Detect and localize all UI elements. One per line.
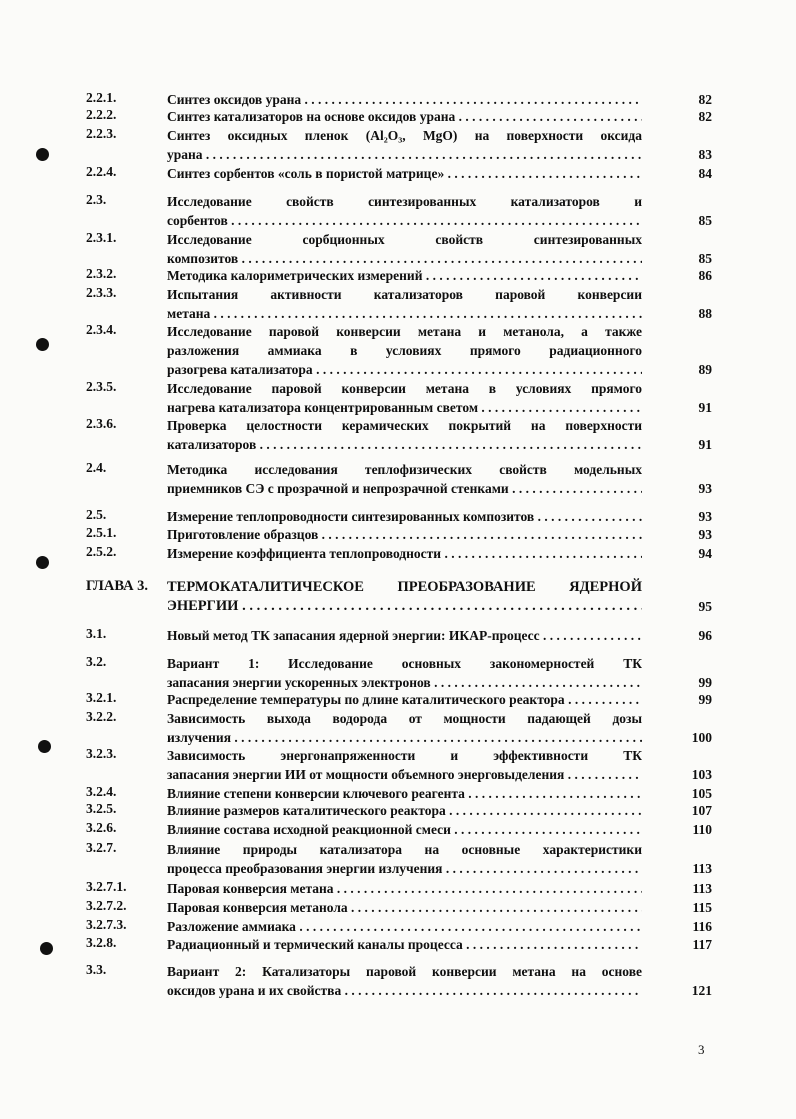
punch-hole	[36, 338, 49, 351]
toc-entry-title-line: ТЕРМОКАТАЛИТИЧЕСКОЕ ПРЕОБРАЗОВАНИЕ ЯДЕРНОЙ	[167, 579, 642, 595]
toc-entry-page: 105	[691, 786, 712, 801]
toc-entry-title-line: Новый метод ТК запасания ядерной энергии: ИКАР-процесс . . .	[167, 626, 642, 645]
toc-entry-number: 2.3.1.	[86, 230, 117, 245]
toc-entry-title	[167, 322, 642, 379]
toc-entry-title-line: Испытания активности катализаторов паровой конверсии	[167, 287, 642, 302]
toc-entry-page: 110	[692, 822, 712, 837]
punch-hole	[40, 942, 53, 955]
toc-entry-number: 2.2.4.	[86, 164, 117, 179]
toc-entry-title	[167, 507, 642, 526]
toc-entry-title	[167, 525, 642, 544]
toc-entry-title	[167, 544, 642, 563]
toc-entry-title	[167, 935, 642, 954]
toc-entry-title	[167, 285, 642, 323]
toc-entry-title-line: Исследование паровой конверсии метана в условиях прямого	[167, 381, 642, 396]
toc-entry-title	[167, 626, 642, 645]
toc-entry-title	[167, 654, 642, 692]
toc-entry-number: 3.2.7.	[86, 840, 117, 855]
page-number: 3	[698, 1042, 705, 1057]
toc-entry-number: 3.2.1.	[86, 690, 117, 705]
toc-entry-number: 2.5.	[86, 507, 107, 522]
punch-hole	[38, 740, 51, 753]
toc-entry-title-line: ЭНЕРГИИ . . .	[167, 597, 642, 616]
toc-entry-title-line: излучения . . .	[167, 728, 642, 747]
toc-entry-title	[167, 840, 642, 878]
toc-entry-page: 82	[698, 92, 712, 107]
toc-entry-title-line: Синтез оксидных пленок (Al₂O₃, MgO) на поверхности оксида	[167, 128, 642, 143]
toc-entry-title-line: Влияние степени конверсии ключевого реагента . . .	[167, 784, 642, 803]
toc-entry-title	[167, 126, 642, 164]
toc-entry-title-line: метана . . .	[167, 304, 642, 323]
toc-entry-page: 85	[698, 251, 712, 266]
toc-entry-page: 113	[692, 881, 712, 896]
toc-entry-number: 3.1.	[86, 626, 107, 641]
toc-entry-title-line: запасания энергии ИИ от мощности объемного энерговыделения . . .	[167, 765, 642, 784]
toc-entry-title-line: Синтез сорбентов «соль в пористой матрице» . . .	[167, 164, 642, 183]
toc-entry-number: 2.2.2.	[86, 107, 117, 122]
toc-entry-title-line: Вариант 1: Исследование основных закономерностей ТК	[167, 656, 642, 671]
toc-entry-number: 3.2.4.	[86, 784, 117, 799]
toc-entry-title-line: Паровая конверсия метанола . . .	[167, 898, 642, 917]
toc-entry-number: 2.5.2.	[86, 544, 117, 559]
toc-entry-title	[167, 690, 642, 709]
toc-entry-page: 96	[698, 628, 712, 643]
toc-entry-title-line: Разложение аммиака . . .	[167, 917, 642, 936]
toc-entry-page: 93	[698, 481, 712, 496]
toc-entry-number: 3.3.	[86, 962, 107, 977]
toc-entry-title	[167, 820, 642, 839]
toc-entry-number: 3.2.5.	[86, 801, 117, 816]
toc-entry-page: 93	[698, 527, 712, 542]
toc-entry-number: 2.3.2.	[86, 266, 117, 281]
toc-entry-title-line: Зависимость выхода водорода от мощности падающей дозы	[167, 711, 642, 726]
toc-entry-page: 100	[691, 730, 712, 745]
toc-entry-title	[167, 746, 642, 784]
toc-entry-title-line: Влияние состава исходной реакционной смеси . . .	[167, 820, 642, 839]
toc-entry-title-line: композитов . . .	[167, 249, 642, 268]
toc-entry-number: 3.2.3.	[86, 746, 117, 761]
toc-entry-page: 84	[698, 166, 712, 181]
toc-entry-title-line: Проверка целостности керамических покрытий на поверхности	[167, 418, 642, 433]
toc-entry-title-line: катализаторов . . .	[167, 435, 642, 454]
toc-entry-title	[167, 917, 642, 936]
toc-entry-page: 107	[691, 803, 712, 818]
toc-entry-number: 2.2.1.	[86, 90, 117, 105]
toc-entry-title	[167, 709, 642, 747]
toc-entry-title	[167, 801, 642, 820]
toc-entry-title-line: оксидов урана и их свойства . . .	[167, 981, 642, 1000]
toc-entry-page: 121	[691, 983, 712, 998]
toc-entry-title	[167, 578, 642, 616]
toc-entry-title-line: Радиационный и термический каналы процесса . . .	[167, 935, 642, 954]
toc-entry-title	[167, 898, 642, 917]
toc-entry-number: 3.2.6.	[86, 820, 117, 835]
toc-entry-title-line: Зависимость энергонапряженности и эффективности ТК	[167, 748, 642, 763]
toc-entry-page: 91	[698, 437, 712, 452]
toc-entry-title	[167, 460, 642, 498]
toc-entry-page: 85	[698, 213, 712, 228]
toc-entry-title-line: Вариант 2: Катализаторы паровой конверсии метана на основе	[167, 964, 642, 979]
toc-entry-title-line: Методика калориметрических измерений . . .	[167, 266, 642, 285]
toc-entry-page: 88	[698, 306, 712, 321]
toc-entry-title-line: Синтез оксидов урана . . .	[167, 90, 642, 109]
toc-entry-title-line: разогрева катализатора . . .	[167, 360, 642, 379]
toc-entry-title	[167, 192, 642, 230]
toc-entry-number: 2.3.5.	[86, 379, 117, 394]
toc-entry-title-line: Измерение теплопроводности синтезированных композитов . . .	[167, 507, 642, 526]
toc-entry-page: 95	[698, 599, 712, 614]
punch-hole	[36, 556, 49, 569]
toc-entry-title-line: Исследование сорбционных свойств синтезированных	[167, 232, 642, 247]
toc-entry-title	[167, 379, 642, 417]
toc-entry-page: 93	[698, 509, 712, 524]
toc-entry-title-line: Влияние размеров каталитического реактора . . .	[167, 801, 642, 820]
punch-hole	[36, 148, 49, 161]
toc-entry-page: 82	[698, 109, 712, 124]
toc-entry-number: 2.2.3.	[86, 126, 117, 141]
toc-entry-title	[167, 164, 642, 183]
toc-entry-number: 2.5.1.	[86, 525, 117, 540]
toc-entry-title-line: Измерение коэффициента теплопроводности . . .	[167, 544, 642, 563]
toc-entry-number: 3.2.7.1.	[86, 879, 127, 894]
toc-entry-title-line: Влияние природы катализатора на основные характеристики	[167, 842, 642, 857]
toc-entry-number: 2.3.3.	[86, 285, 117, 300]
toc-entry-number: 3.2.2.	[86, 709, 117, 724]
toc-entry-title	[167, 416, 642, 454]
toc-entry-number: 3.2.7.2.	[86, 898, 127, 913]
toc-entry-title-line: нагрева катализатора концентрированным светом . . .	[167, 398, 642, 417]
toc-entry-title-line: процесса преобразования энергии излучения . . .	[167, 859, 642, 878]
toc-entry-number: ГЛАВА 3.	[86, 578, 149, 594]
toc-entry-title	[167, 266, 642, 285]
toc-entry-page: 89	[698, 362, 712, 377]
toc-entry-page: 103	[691, 767, 712, 782]
toc-entry-title-line: Исследование паровой конверсии метана и метанола, а также	[167, 324, 642, 339]
toc-entry-page: 99	[698, 675, 712, 690]
toc-entry-page: 115	[692, 900, 712, 915]
toc-entry-title-line: сорбентов . . .	[167, 211, 642, 230]
toc-entry-page: 94	[698, 546, 712, 561]
toc-entry-title-line: Паровая конверсия метана . . .	[167, 879, 642, 898]
toc-entry-title	[167, 962, 642, 1000]
toc-entry-page: 86	[698, 268, 712, 283]
toc-entry-page: 117	[692, 937, 712, 952]
toc-entry-page: 116	[692, 919, 712, 934]
toc-entry-title-line: приемников СЭ с прозрачной и непрозрачной стенками . . .	[167, 479, 642, 498]
toc-entry-page: 99	[698, 692, 712, 707]
toc-entry-title	[167, 230, 642, 268]
toc-entry-title	[167, 107, 642, 126]
toc-entry-page: 113	[692, 861, 712, 876]
toc-entry-number: 3.2.8.	[86, 935, 117, 950]
toc-entry-title-line: разложения аммиака в условиях прямого радиационного	[167, 343, 642, 358]
toc-entry-title	[167, 879, 642, 898]
toc-entry-number: 2.4.	[86, 460, 107, 475]
toc-entry-title-line: Приготовление образцов . . .	[167, 525, 642, 544]
toc-entry-title-line: Методика исследования теплофизических свойств модельных	[167, 462, 642, 477]
toc-entry-title-line: Исследование свойств синтезированных катализаторов и	[167, 194, 642, 209]
toc-entry-number: 2.3.4.	[86, 322, 117, 337]
toc-entry-page: 83	[698, 147, 712, 162]
toc-entry-page: 91	[698, 400, 712, 415]
toc-entry-title-line: Распределение температуры по длине каталитического реактора . . .	[167, 690, 642, 709]
toc-entry-number: 3.2.	[86, 654, 107, 669]
toc-entry-number: 2.3.6.	[86, 416, 117, 431]
toc-entry-title-line: Синтез катализаторов на основе оксидов урана . . .	[167, 107, 642, 126]
toc-entry-number: 3.2.7.3.	[86, 917, 127, 932]
toc-entry-title-line: урана . . .	[167, 145, 642, 164]
toc-entry-number: 2.3.	[86, 192, 107, 207]
toc-entry-title-line: запасания энергии ускоренных электронов . . .	[167, 673, 642, 692]
